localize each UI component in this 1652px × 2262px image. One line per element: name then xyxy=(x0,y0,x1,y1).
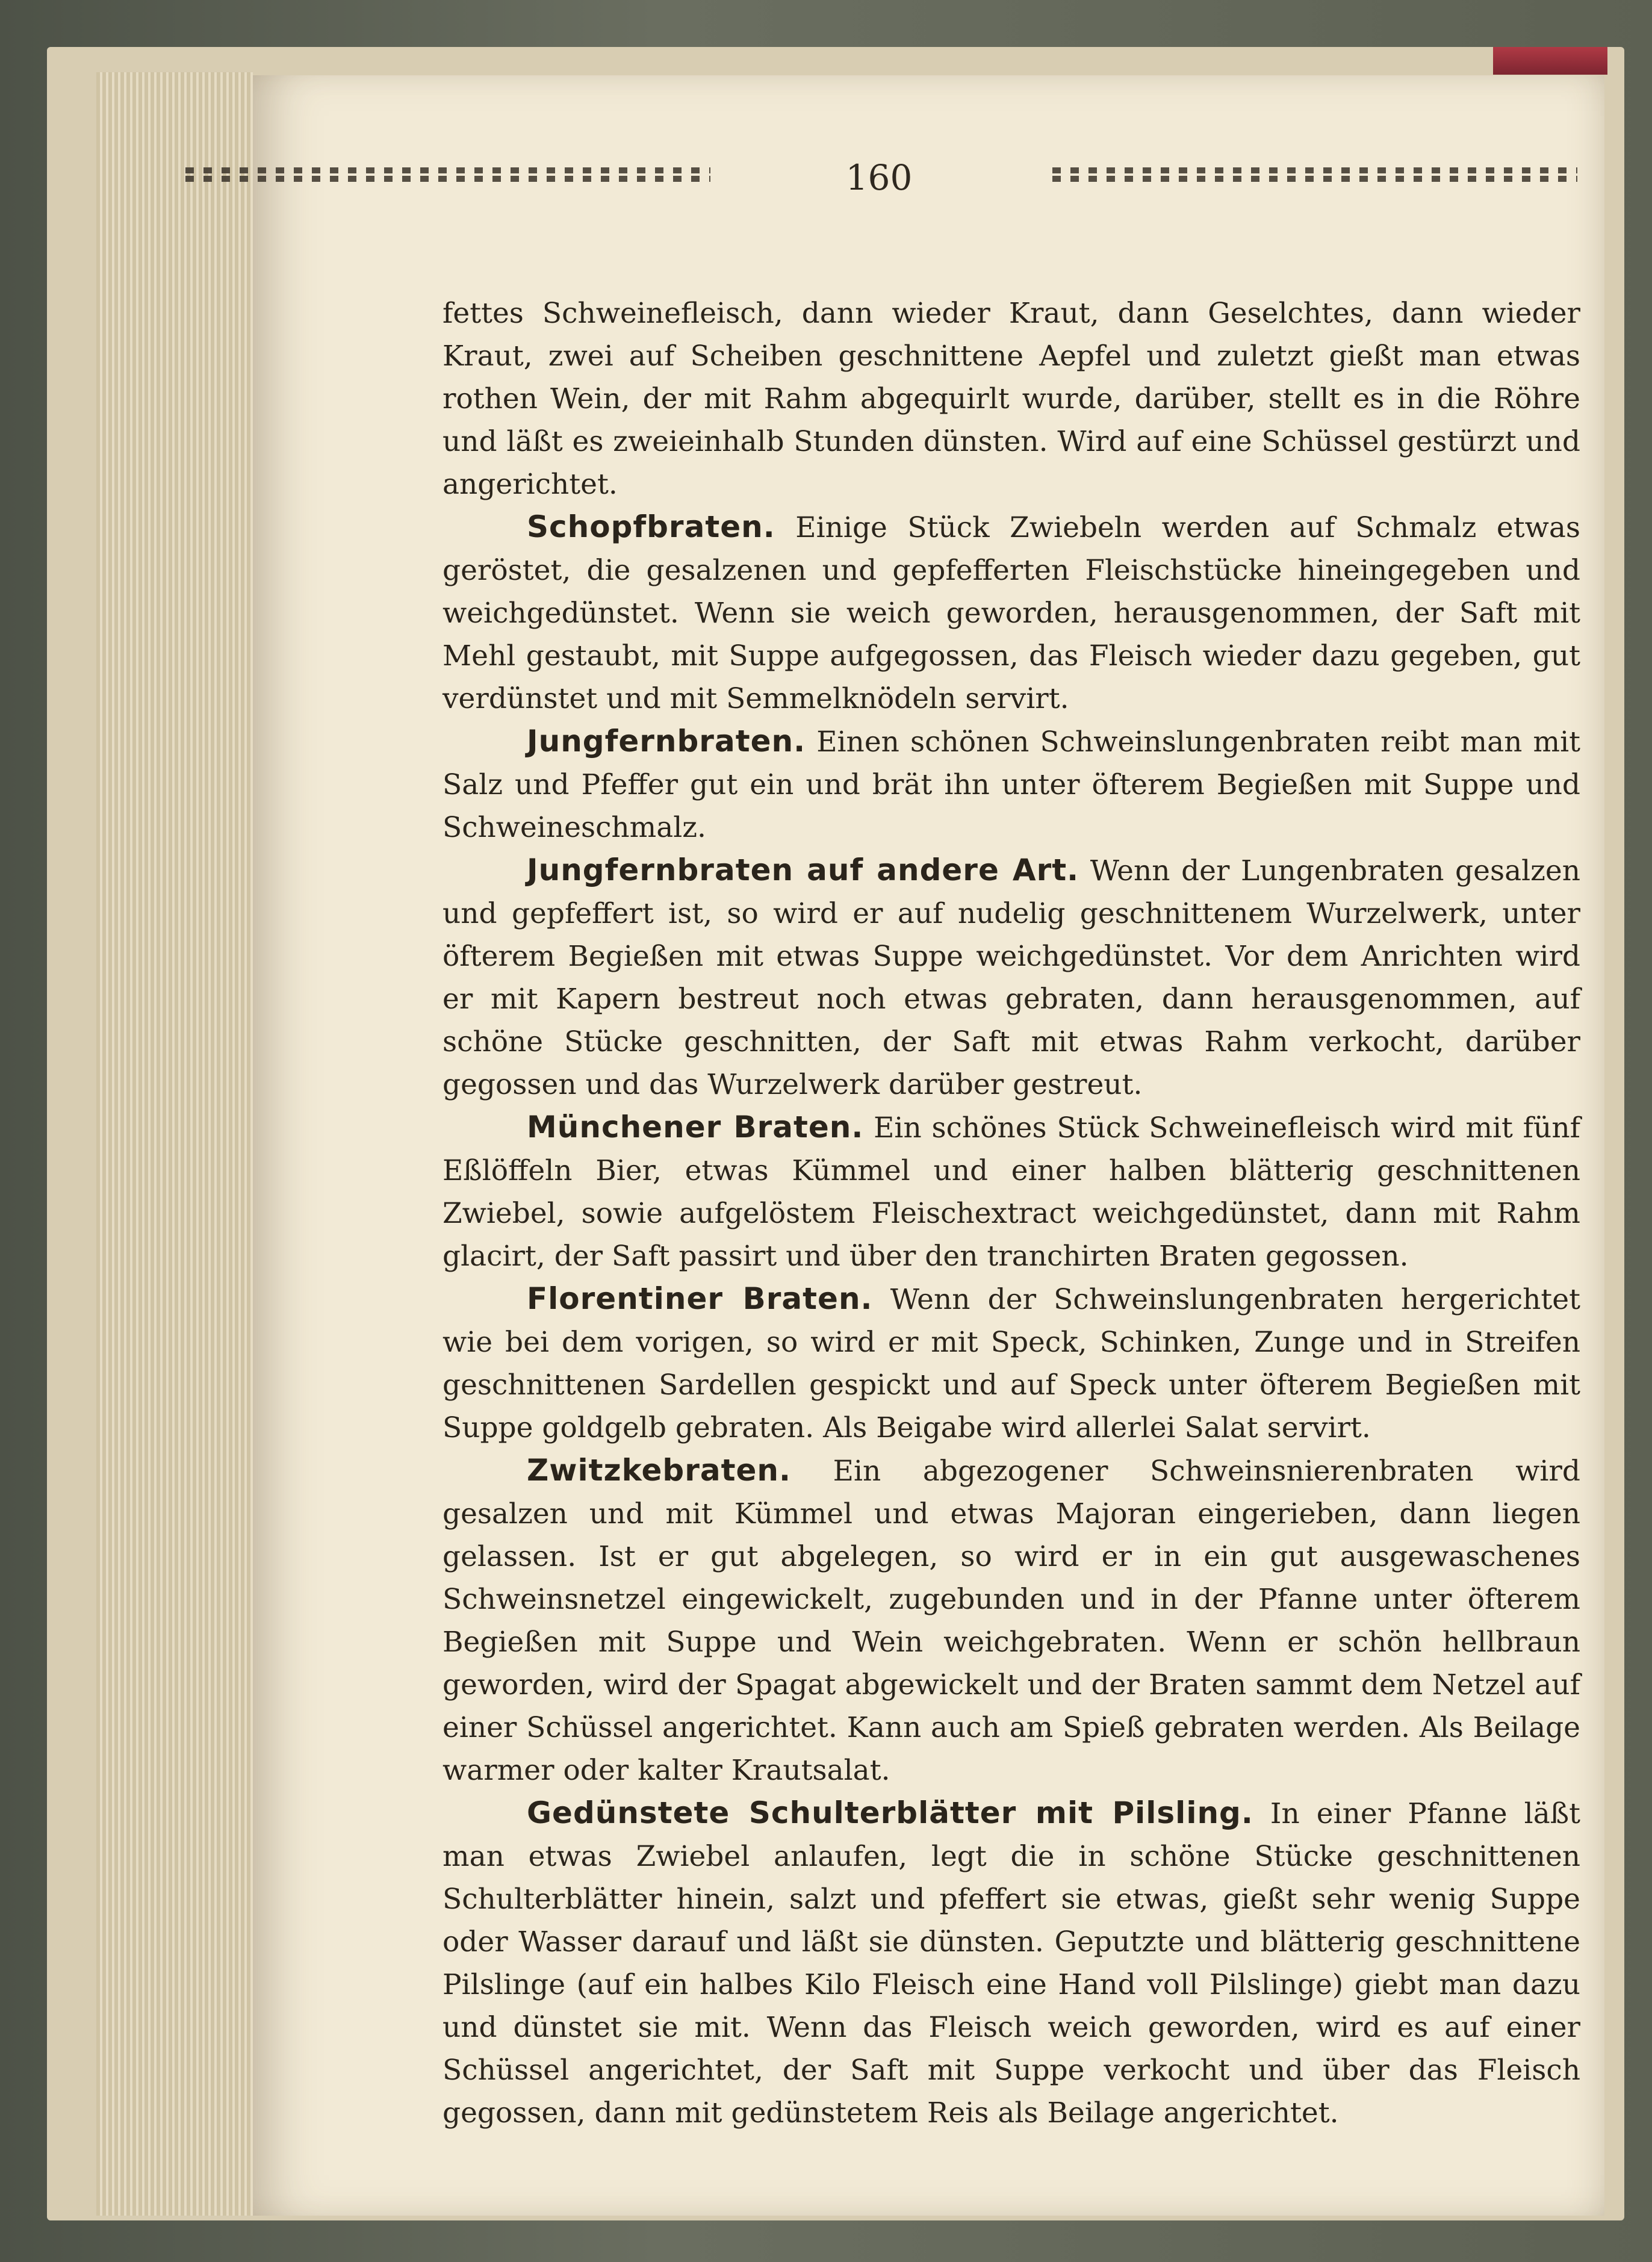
recipe-text-body: Einen schönen Schweinslungenbraten reibt man mit Salz und Pfeffer gut ein und brät ihn unter öfterem Begießen mit Suppe und Schweineschmalz. xyxy=(442,726,1580,844)
recipe-text-body: Ein abgezogener Schweinsnierenbraten wird gesalzen und mit Kümmel und etwas Majoran eingerieben, dann liegen gelassen. Ist er gut abgelegen, so wird er in ein gut ausgewaschenes Schweinsnetzel eingewickelt, zugebunden und in der Pfanne unter öfterem Begießen mit Suppe und Wein weichgebraten. Wenn er schön hellbraun geworden, wird der Spagat abgewickelt und der Braten sammt dem Netzel auf einer Schüssel angerichtet. Kann auch am Spieß gebraten werden. Als Beilage warmer oder kalter Krautsalat. xyxy=(442,1455,1580,1787)
recipe-entry xyxy=(442,720,1580,849)
recipe-text-body: Ein schönes Stück Schweinefleisch wird mit fünf Eßlöffeln Bier, etwas Kümmel und einer halben blätterig geschnittenen Zwiebel, sowie aufgelöstem Fleischextract weichgedünstet, dann mit Rahm glacirt, der Saft passirt und über den tranchirten Braten gegossen. xyxy=(442,1111,1580,1273)
page-number: 160 xyxy=(845,157,913,198)
recipe-entry xyxy=(442,1278,1580,1449)
recipe-entry xyxy=(442,1449,1580,1792)
recipe-entry xyxy=(442,1106,1580,1278)
page-stack-edge xyxy=(96,72,253,2216)
recipe-text-body: Wenn der Lungenbraten gesalzen und gepfeffert ist, so wird er auf nudelig geschnittenem Wurzelwerk, unter öfterem Begießen mit etwas Suppe weichgedünstet. Vor dem Anrichten wird er mit Kapern bestreut noch etwas gebraten, dann herausgenommen, auf schöne Stücke geschnitten, der Saft mit etwas Rahm verkocht, darüber gegossen und das Wurzelwerk darüber gestreut. xyxy=(442,854,1580,1101)
recipe-entry xyxy=(442,849,1580,1106)
recipe-heading: Jungfernbraten auf andere Art. xyxy=(527,853,1079,887)
recipe-entry xyxy=(442,1792,1580,2134)
recipe-text xyxy=(442,292,1580,2130)
recipe-heading: Schopfbraten. xyxy=(527,509,775,544)
recipe-heading: Zwitzkebraten. xyxy=(527,1453,791,1488)
header-ornament-left xyxy=(181,167,710,188)
recipe-text-body: Einige Stück Zwiebeln werden auf Schmalz etwas geröstet, die gesalzenen und gepfefferten Fleischstücke hineingegeben und weichgedünstet. Wenn sie weich geworden, herausgenommen, der Saft mit Mehl gestaubt, mit Suppe aufgegossen, das Fleisch wieder dazu gegeben, gut verdünstet und mit Semmelknödeln servirt. xyxy=(442,511,1580,715)
recipe-heading: Gedünstete Schulterblätter mit Pilsling. xyxy=(527,1795,1253,1830)
recipe-heading: Florentiner Braten. xyxy=(527,1281,873,1316)
recipe-heading: Jungfernbraten. xyxy=(527,724,806,759)
recipe-text-body: In einer Pfanne läßt man etwas Zwiebel anlaufen, legt die in schöne Stücke geschnittenen Schulterblätter hinein, salzt und pfeffert sie etwas, gießt sehr wenig Suppe oder Wasser darauf und läßt sie dünsten. Geputzte und blätterig geschnittene Pilslinge (auf ein halbes Kilo Fleisch eine Hand voll Pilslinge) giebt man dazu und dünstet sie mit. Wenn das Fleisch weich geworden, wird es auf einer Schüssel angerichtet, der Saft mit Suppe verkocht und über das Fleisch gegossen, dann mit gedünstetem Reis als Beilage angerichtet. xyxy=(442,1797,1580,2130)
header-ornament-right xyxy=(1048,167,1577,188)
recipe-heading: Münchener Braten. xyxy=(527,1110,864,1145)
page-header xyxy=(181,141,1577,214)
bookmark-ribbon xyxy=(1493,47,1607,75)
recipe-text-body: Wenn der Schweinslungenbraten hergerichtet wie bei dem vorigen, so wird er mit Speck, Schinken, Zunge und in Streifen geschnittenen Sardellen gespickt und auf Speck unter öfterem Begießen mit Suppe goldgelb gebraten. Als Beigabe wird allerlei Salat servirt. xyxy=(442,1283,1580,1444)
paragraph-text: fettes Schweinefleisch, dann wieder Kraut, dann Geselchtes, dann wieder Kraut, zwei auf Scheiben geschnittene Aepfel und zuletzt gießt man etwas rothen Wein, der mit Rahm abgequirlt wurde, darüber, stellt es in die Röhre und läßt es zweieinhalb Stunden dünsten. Wird auf eine Schüssel gestürzt und angerichtet. xyxy=(442,297,1580,501)
paragraph xyxy=(442,292,1580,506)
recipe-entry xyxy=(442,506,1580,720)
